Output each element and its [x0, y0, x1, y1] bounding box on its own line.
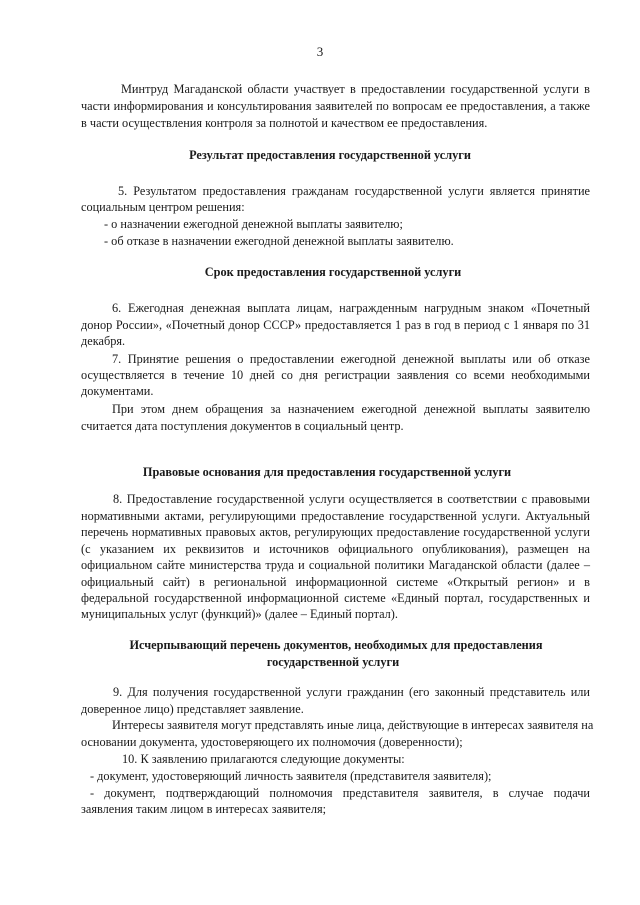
text-line: осуществляется в течение 10 дней со дня регистрации заявления со всеми необходимыми: [81, 368, 590, 382]
text-line: 8. Предоставление государственной услуги осуществляется в соответствии с правовыми: [113, 492, 590, 506]
heading-line: Исчерпывающий перечень документов, необходимых для предоставления: [129, 638, 543, 652]
list-item: - об отказе в назначении ежегодной денежной выплаты заявителю.: [104, 234, 454, 248]
text-line: нормативными актами, регулирующими предоставление государственной услуги. Актуальный: [81, 509, 590, 523]
text-line: официальном сайте министерства труда и социальной политики Магаданской области (далее –: [81, 558, 590, 572]
text-line: основании документа, удостоверяющего их полномочия (доверенности);: [81, 735, 463, 749]
list-item: - документ, удостоверяющий личность заявителя (представителя заявителя);: [90, 769, 492, 783]
section-heading-legal: Правовые основания для предоставления государственной услуги: [142, 465, 512, 479]
list-item: - о назначении ежегодной денежной выплаты заявителю;: [104, 217, 403, 231]
text-line: декабря.: [81, 334, 126, 348]
text-line: 9. Для получения государственной услуги гражданин (его законный представитель или: [113, 685, 590, 699]
text-line: 7. Принятие решения о предоставлении ежегодной денежной выплаты или об отказе: [112, 352, 590, 366]
list-item: - документ, подтверждающий полномочия представителя заявителя, в случае подачи: [90, 786, 590, 800]
page-number: 3: [316, 44, 324, 59]
text-line: части информирования и консультирования заявителей по вопросам ее предоставления, а также: [81, 99, 590, 113]
text-line: муниципальных услуг (функций)» (далее – Единый портал).: [81, 607, 398, 621]
text-line: заявления таким лицом в интересах заявителя;: [81, 802, 327, 816]
text-line: 10. К заявлению прилагаются следующие документы:: [122, 752, 405, 766]
text-line: социальным центром решения:: [81, 200, 245, 214]
text-line: (с указанием их реквизитов и источников официального опубликования), размещен на: [81, 542, 590, 556]
text-line: донор России», «Почетный донор СССР» предоставляется 1 раз в год в период с 1 января по 31: [81, 318, 590, 332]
text-line: При этом днем обращения за назначением ежегодной денежной выплаты заявителю: [112, 402, 590, 416]
text-line: 5. Результатом предоставления гражданам государственной услуги является принятие: [118, 184, 590, 198]
text-line: доверенное лицо) представляет заявление.: [81, 702, 304, 716]
section-heading-term: Срок предоставления государственной услуги: [204, 265, 462, 279]
text-line: в части осуществления контроля за полнотой и качеством ее предоставления.: [81, 116, 488, 130]
text-line: Минтруд Магаданской области участвует в предоставлении государственной услуги в: [121, 82, 590, 96]
text-line: Интересы заявителя могут представлять иные лица, действующие в интересах заявителя на: [112, 718, 594, 732]
text-line: 6. Ежегодная денежная выплата лицам, награжденным нагрудным знаком «Почетный: [112, 301, 590, 315]
text-line: официальный сайт) в региональной информационной системе «Открытый регион» и в: [81, 575, 590, 589]
text-line: перечень нормативных правовых актов, регулирующих предоставление государственной услуги: [81, 525, 590, 539]
section-heading-result: Результат предоставления государственной услуги: [189, 148, 471, 162]
text-line: документами.: [81, 384, 154, 398]
text-line: федеральной государственной информационной системе «Единый портал, государственных и: [81, 591, 590, 605]
heading-line: государственной услуги: [266, 655, 400, 669]
text-line: считается дата поступления документов в социальный центр.: [81, 419, 404, 433]
